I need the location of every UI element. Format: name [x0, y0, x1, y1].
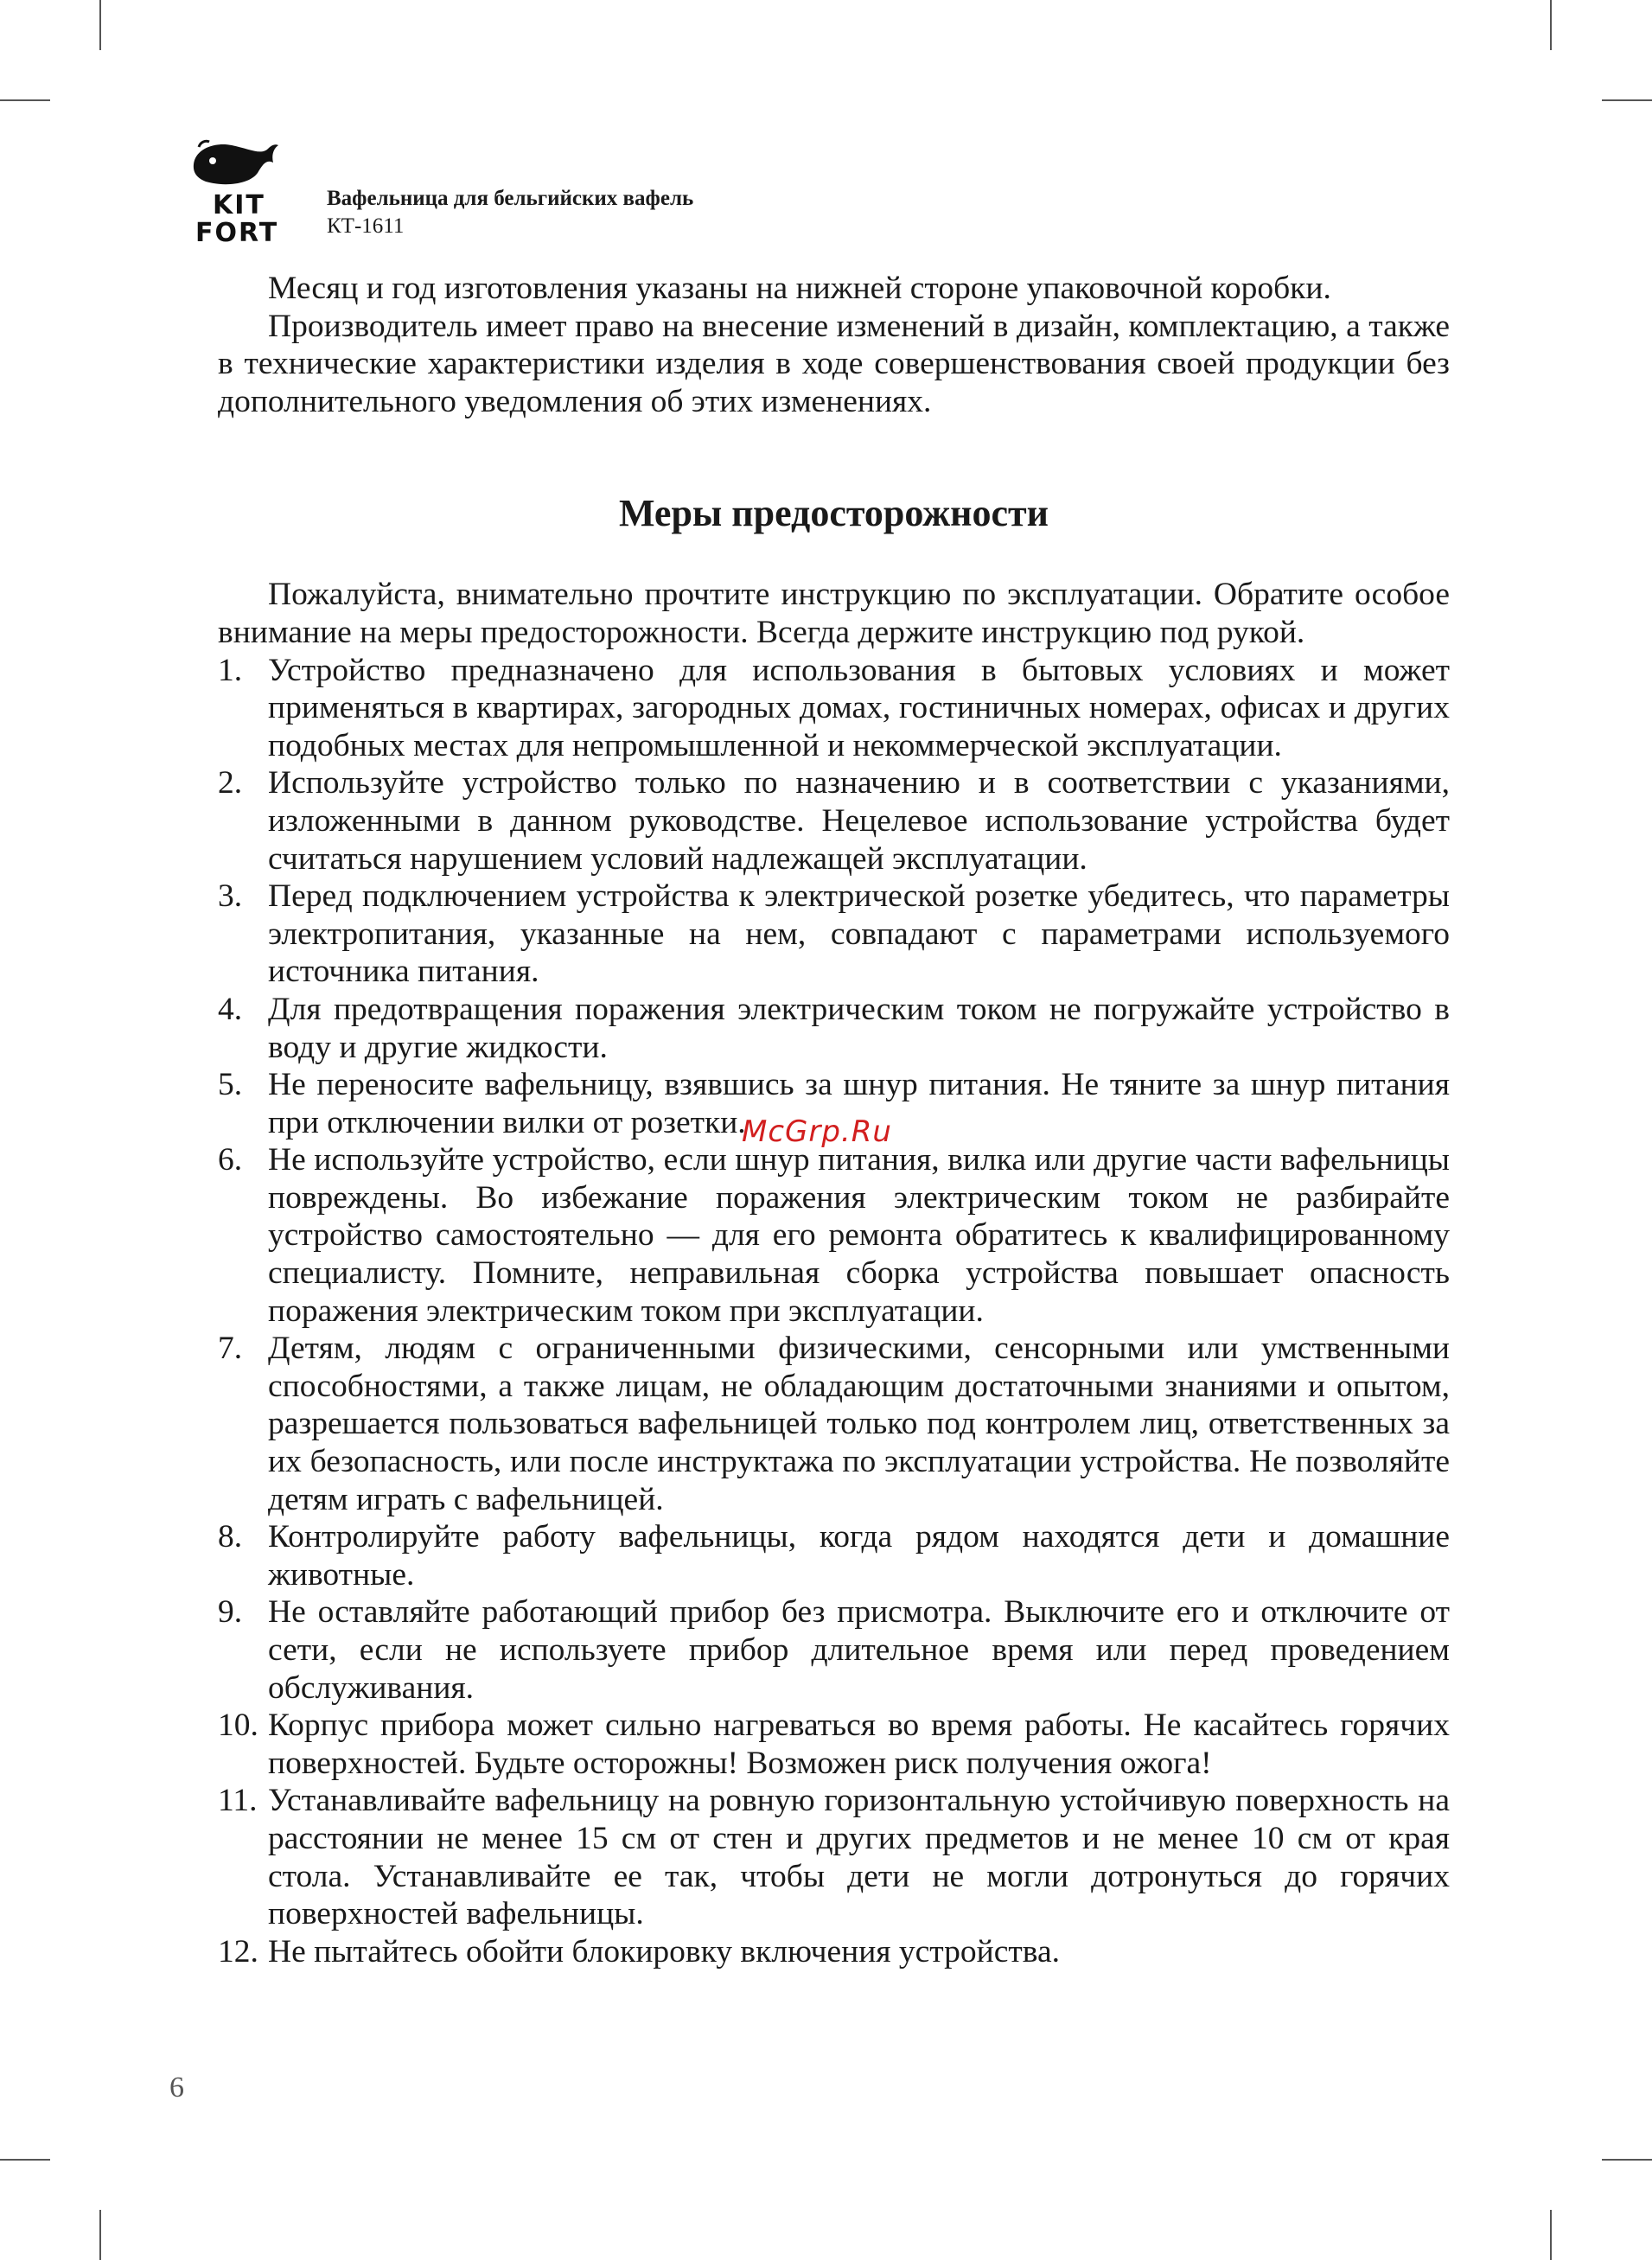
list-item	[218, 1593, 1450, 1707]
list-item	[218, 1141, 1450, 1330]
model-number: КТ-1611	[327, 214, 405, 238]
item-number: 3.	[218, 878, 243, 915]
item-number: 11.	[218, 1783, 258, 1819]
logo-word-kit: KIT	[213, 190, 265, 220]
precautions-list	[218, 652, 1450, 1971]
logo-word-fort: FORT	[195, 218, 279, 248]
crop-mark	[0, 99, 50, 101]
crop-mark	[1602, 99, 1652, 101]
item-text: Не используйте устройство, если шнур питания, вилка или другие части вафельницы повреждены. Во избежание поражения электрическим током не разбирайте устройство самостоятельно — для его ремонта обратитесь к квалифицированному специалисту. Помните, неправильная сборка устройства повышает опасность поражения электрическим током при эксплуатации.	[268, 1142, 1450, 1329]
list-item	[218, 1707, 1450, 1782]
crop-mark	[99, 0, 101, 50]
item-number: 12.	[218, 1933, 258, 1970]
crop-mark	[1550, 0, 1552, 50]
item-text: Устанавливайте вафельницу на ровную горизонтальную устойчивую поверхность на расстоянии не менее 15 см от стен и других предметов и не менее 10 см от края стола. Устанавливайте ее так, чтобы дети не могли дотронуться до горячих поверхностей вафельницы.	[268, 1783, 1450, 1932]
section-heading: Меры предосторожности	[618, 492, 1049, 535]
item-text: Перед подключением устройства к электрической розетке убедитесь, что параметры электропитания, указанные на нем, совпадают с параметрами используемого источника питания.	[268, 878, 1450, 990]
item-number: 5.	[218, 1067, 243, 1103]
page-number: 6	[169, 2072, 184, 2104]
crop-mark	[0, 2159, 50, 2161]
intro-paragraph: Месяц и год изготовления указаны на нижней стороне упаковочной коробки.	[268, 271, 1331, 306]
item-number: 10.	[218, 1708, 258, 1744]
item-number: 7.	[218, 1331, 243, 1367]
list-item	[218, 764, 1450, 878]
item-text: Не переносите вафельницу, взявшись за шнур питания. Не тяните за шнур питания при отключении вилки от розетки.	[268, 1067, 1450, 1140]
crop-mark	[1550, 2210, 1552, 2260]
item-text: Корпус прибора может сильно нагреваться во время работы. Не касайтесь горячих поверхностей. Будьте осторожны! Возможен риск получения ожога!	[268, 1708, 1450, 1781]
list-item	[218, 652, 1450, 765]
list-item	[218, 1518, 1450, 1593]
list-item	[218, 1330, 1450, 1518]
item-number: 4.	[218, 991, 243, 1027]
item-text: Используйте устройство только по назначению и в соответствии с указаниями, изложенными в данном руководстве. Нецелевое использование устройства будет считаться нарушением условий надлежащей эксплуатации.	[268, 765, 1450, 877]
section-lead: Пожалуйста, внимательно прочтите инструкцию по эксплуатации. Обратите особое внимание на меры предосторожности. Всегда держите инструкцию под рукой.	[218, 577, 1450, 650]
kitfort-logo	[188, 138, 301, 248]
intro-paragraph: Производитель имеет право на внесение изменений в дизайн, комплектацию, а также в технические характеристики изделия в ходе совершенствования своей продукции без дополнительного уведомления об этих изменениях.	[218, 308, 1450, 419]
item-text: Не пытайтесь обойти блокировку включения устройства.	[268, 1933, 1060, 1970]
item-text: Контролируйте работу вафельницы, когда рядом находятся дети и домашние животные.	[268, 1519, 1450, 1593]
list-item	[218, 1933, 1450, 1971]
item-number: 9.	[218, 1594, 243, 1631]
list-item	[218, 991, 1450, 1066]
crop-mark	[99, 2210, 101, 2260]
item-number: 8.	[218, 1519, 243, 1555]
item-number: 1.	[218, 652, 243, 688]
list-item	[218, 878, 1450, 991]
watermark: McGrp.Ru	[742, 1114, 892, 1149]
item-number: 6.	[218, 1142, 243, 1178]
item-text: Детям, людям с ограниченными физическими, сенсорными или умственными способностями, а также лицам, не обладающим достаточными знаниями и опытом, разрешается пользоваться вафельницей только под контролем лиц, ответственных за их безопасность, или после инструктажа по эксплуатации устройства. Не позволяйте детям играть с вафельницей.	[268, 1331, 1450, 1517]
crop-mark	[1602, 2159, 1652, 2161]
document-header	[327, 185, 693, 240]
logo-wordmark	[195, 190, 279, 248]
item-text: Устройство предназначено для использования в бытовых условиях и может применяться в квартирах, загородных домах, гостиничных номерах, офисах и других подобных местах для непромышленной и некоммерческой эксплуатации.	[268, 652, 1450, 763]
product-title: Вафельница для бельгийских вафель	[327, 187, 694, 210]
item-text: Для предотвращения поражения электрическим током не погружайте устройство в воду и другие жидкости.	[268, 991, 1450, 1065]
list-item	[218, 1782, 1450, 1932]
item-number: 2.	[218, 765, 243, 801]
item-text: Не оставляйте работающий прибор без присмотра. Выключите его и отключите от сети, если не используете прибор длительное время или перед проведением обслуживания.	[268, 1594, 1450, 1706]
whale-icon	[188, 138, 284, 190]
